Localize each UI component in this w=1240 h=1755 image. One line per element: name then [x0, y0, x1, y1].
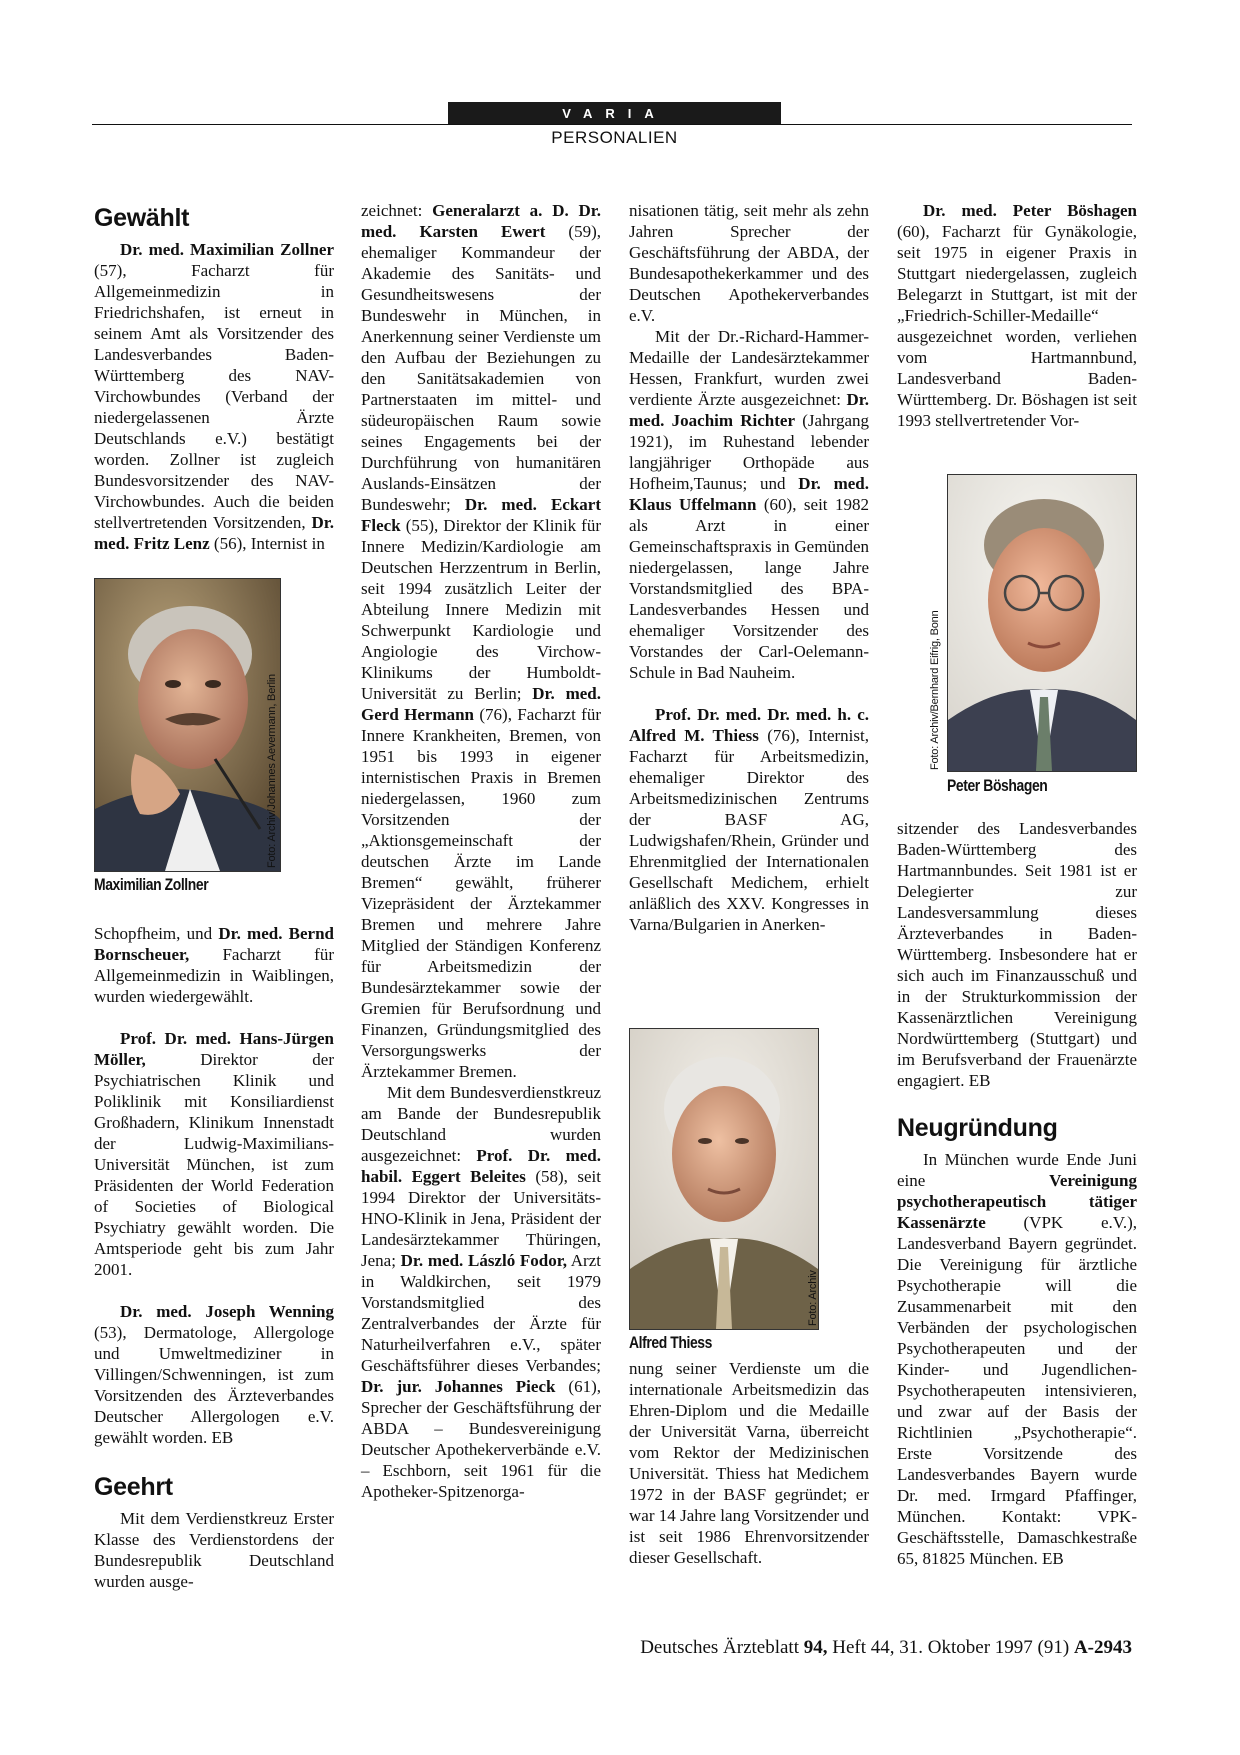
paragraph-text: (Jahrgang 1921), im Ruhestand lebender langjähriger Orthopäde aus Hofheim,Taunus; und	[629, 411, 869, 493]
person-name: Dr. med. Peter Böshagen	[923, 201, 1137, 220]
photo-boeshagen	[917, 474, 1137, 804]
paragraph-text: Arzt in Waldkirchen, seit 1979 Vorstandsmitglied des Zentralverbandes der Ärzte für Naturheilverfahren e.V., später Geschäftsführer dieses Verbandes;	[361, 1251, 601, 1375]
portrait-thiess-graphic	[630, 1029, 818, 1329]
paragraph-text: (61), Sprecher der Geschäftsführung der ABDA – Bundesvereinigung Deutscher Apothekerverbände e.V. – Eschborn, seit 1961 für die Apotheker-Spitzenorga-	[361, 1377, 601, 1501]
paragraph-text: (56), Internist in	[209, 534, 325, 553]
photo-caption: Alfred Thiess	[629, 1333, 712, 1352]
photo-credit: Foto: Archiv/Johannes Aevermann, Berlin	[266, 674, 278, 868]
heading-gewaehlt: Gewählt	[94, 204, 190, 232]
person-name: Prof. Dr. med. Hans-Jürgen Möller,	[94, 1029, 334, 1069]
photo-credit: Foto: Archiv/Bernhard Eifrig, Bonn	[929, 610, 941, 770]
organization-name: Vereinigung psychotherapeutisch tätiger Kassenärzte	[897, 1171, 1137, 1232]
person-name: Dr. med. Gerd Hermann	[361, 684, 601, 724]
paragraph-bundesverdienstkreuz	[361, 1082, 601, 1502]
header-rule	[92, 124, 1132, 125]
portrait-image	[947, 474, 1137, 772]
paragraph-text: (57), Facharzt für Allgemeinmedizin in Friedrichshafen, ist erneut in seinem Amt als Vorsitzender des Landesverbandes Baden-Württemberg des NAV-Virchowbundes (Verband der niedergelassenen Ärzte Deutschlands e.V.) bestätigt worden. Zollner ist zugleich Bundesvorsitzender des NAV-Virchowbundes. Auch die beiden stellvertretenden Vorsitzenden,	[94, 261, 334, 532]
heading-neugruendung: Neugründung	[897, 1114, 1058, 1142]
paragraph-text: Mit dem Bundesverdienstkreuz am Bande der Bundesrepublik Deutschland wurden ausgezeichnet:	[361, 1083, 601, 1165]
subsection-title: PERSONALIEN	[551, 128, 678, 147]
person-name: Dr. med. Eckart Fleck	[361, 495, 601, 535]
photo-caption: Maximilian Zollner	[94, 875, 209, 894]
paragraph-verdienstkreuz	[94, 1508, 334, 1592]
person-name: Prof. Dr. med. habil. Eggert Beleites	[361, 1146, 601, 1186]
paragraph-text: (60), seit 1982 als Arzt in einer Gemeinschaftspraxis in Gemünden niedergelassen, lange Jahre Vorstandsmitglied des BPA-Landesverbandes Hessen und ehemaliger Vorsitzender des Vorstandes der Carl-Oelemann-Schule in Bad Nauheim.	[629, 495, 869, 682]
section-banner	[448, 102, 781, 124]
portrait-zollner-graphic	[95, 579, 280, 871]
paragraph-thiess	[629, 704, 869, 935]
paragraph-text: (VPK e.V.), Landesverband Bayern gegründet. Die Vereinigung für ärztliche Psychotherapie will die Zusammenarbeit mit den Verbänden der psychologischen Psychotherapeuten und der Kinder- und Jugendlichen-Psychotherapeuten intensivieren, und zwar auf der Basis der Richtlinien „Psychotherapie“. Erste Vorsitzende des Landesverbandes Bayern wurde Dr. med. Irmgard Pfaffinger, München. Kontakt: VPK-Geschäftsstelle, Damaschkestraße 65, 81825 München. EB	[897, 1213, 1137, 1568]
photo-caption: Peter Böshagen	[947, 776, 1048, 795]
paragraph-vpk	[897, 1149, 1137, 1569]
photo-zollner	[94, 578, 294, 898]
paragraph-zollner	[94, 239, 334, 554]
paragraph-boeshagen-cont	[897, 818, 1137, 1091]
paragraph-boeshagen	[897, 200, 1137, 431]
portrait-image	[629, 1028, 819, 1330]
paragraph-bornscheuer	[94, 923, 334, 1007]
paragraph-text: (55), Direktor der Klinik für Innere Medizin/Kardiologie am Deutschen Herzzentrum in Berlin, seit 1994 zusätzlich Leiter der Abteilung Innere Medizin mit Schwerpunkt Kardiologie und Angiologie des Virchow-Klinikums der Humboldt-Universität zu Berlin;	[361, 516, 601, 703]
paragraph-wenning	[94, 1301, 334, 1448]
person-name: Dr. med. Fritz Lenz	[94, 513, 334, 553]
paragraph-text: (58), seit 1994 Direktor der Universitäts-HNO-Klinik in Jena, Präsident der Landesärztekammer Thüringen, Jena;	[361, 1167, 601, 1270]
paragraph-text: In München wurde Ende Juni eine	[897, 1150, 1137, 1190]
person-name: Dr. med. László Fodor,	[400, 1251, 567, 1270]
column-4	[897, 200, 1137, 431]
journal-name: Deutsches Ärzteblatt	[640, 1637, 804, 1658]
person-name: Dr. med. Klaus Uffelmann	[629, 474, 869, 514]
paragraph-text: Facharzt für Allgemeinmedizin in Waiblingen, wurden wiedergewählt.	[94, 945, 334, 1006]
column-3-continued	[629, 1358, 869, 1568]
paragraph-text: sitzender des Landesverbandes Baden-Württemberg des Hartmannbundes. Seit 1981 ist er Delegierter zur Landesversammlung dieses Ärzteverbandes in Baden-Württemberg. Insbesondere hat er sich auch im Finanzausschuß und in der Strukturkommission der Kassenärztlichen Vereinigung Nordwürttemberg (Stuttgart) und im Berufsverband der Frauenärzte engagiert. EB	[897, 819, 1137, 1090]
person-name: Dr. jur. Johannes Pieck	[361, 1377, 556, 1396]
paragraph-text: (76), Internist, Facharzt für Arbeitsmedizin, ehemaliger Direktor des Arbeitsmedizinischen Zentrums der BASF AG, Ludwigshafen/Rhein, Gründer und Ehrenmitglied der Internationalen Gesellschaft Medichem, erhielt anläßlich des XXV. Kongresses in Varna/Bulgarien in Anerken-	[629, 726, 869, 934]
issue-info: Heft 44, 31. Oktober 1997 (91)	[827, 1637, 1074, 1658]
column-1-continued	[94, 923, 334, 1592]
person-name: Dr. med. Joachim Richter	[629, 390, 869, 430]
person-name: Dr. med. Maximilian Zollner	[120, 240, 334, 259]
page-footer	[640, 1637, 1132, 1659]
photo-credit: Foto: Archiv	[807, 1270, 819, 1326]
paragraph-thiess-cont	[629, 1358, 869, 1568]
portrait-image	[94, 578, 281, 872]
paragraph-pieck-cont	[629, 200, 869, 326]
paragraph-text: Mit der Dr.-Richard-Hammer-Medaille der Landesärztekammer Hessen, Frankfurt, wurden zwei verdiente Ärzte ausgezeichnet:	[629, 327, 869, 409]
paragraph-text: Direktor der Psychiatrischen Klinik und Poliklinik mit Konsiliardienst Großhadern, Klinikum Innenstadt der Ludwig-Maximilians-Universität München, ist zum Präsidenten der World Federation of Societies of Biological Psychiatry gewählt worden. Die Amtsperiode geht bis zum Jahr 2001.	[94, 1050, 334, 1279]
paragraph-hammer-medaille	[629, 326, 869, 683]
paragraph-text: nisationen tätig, seit mehr als zehn Jahren Sprecher der Geschäftsführung der ABDA, der Bundesapothekerkammer und des Deutschen Apothekerverbandes e.V.	[629, 201, 869, 325]
photo-thiess	[629, 1028, 849, 1358]
person-name: Generalarzt a. D. Dr. med. Karsten Ewert	[361, 201, 601, 241]
paragraph-moeller	[94, 1028, 334, 1280]
person-name: Dr. med. Joseph Wenning	[120, 1302, 334, 1321]
paragraph-text: Schopfheim, und	[94, 924, 219, 943]
paragraph-text: (59), ehemaliger Kommandeur der Akademie des Sanitäts- und Gesundheitswesens der Bundeswehr in München, in Anerkennung seiner Verdienste um den Aufbau der Beziehungen zu den Sanitätsakademien von Partnerstaaten im mittel- und südeuropäischen Raum sowie seines Engagements bei der Durchführung von humanitären Auslands-Einsätzen der Bundeswehr;	[361, 222, 601, 514]
column-3	[629, 200, 869, 935]
column-2	[361, 200, 601, 1502]
portrait-boeshagen-graphic	[948, 475, 1136, 771]
page-number: A-2943	[1073, 1637, 1132, 1658]
column-1	[94, 203, 334, 554]
paragraph-text: Mit dem Verdienstkreuz Erster Klasse des Verdienstordens der Bundesrepublik Deutschland wurden ausge-	[94, 1509, 334, 1591]
paragraph-text: nung seiner Verdienste um die internationale Arbeitsmedizin das Ehren-Diplom und die Medaille der Universität Varna, überreicht vom Rektor der Medizinischen Universität. Thiess hat Medichem 1972 in der BASF gegründet; er war 14 Jahre lang Vorsitzender und ist seit 1986 Ehrenvorsitzender dieser Gesellschaft.	[629, 1359, 869, 1567]
column-4-continued	[897, 818, 1137, 1569]
heading-geehrt: Geehrt	[94, 1473, 173, 1501]
paragraph-ewert-fleck-hermann	[361, 200, 601, 1082]
paragraph-text: (76), Facharzt für Innere Krankheiten, Bremen, von 1951 bis 1993 in eigener internistischen Praxis in Bremen niedergelassen, 1960 zum Vorsitzenden der „Aktionsgemeinschaft der deutschen Ärzte im Lande Bremen“ gewählt, früherer Vizepräsident der Ärztekammer Bremen und mehrere Jahre Mitglied der Ständigen Konferenz für Arbeitsmedizin der Bundesärztekammer sowie der Gremien für Berufsordnung und Finanzen, Gründungsmitglied des Versorgungswerks der Ärztekammer Bremen.	[361, 705, 601, 1081]
paragraph-text: zeichnet:	[361, 201, 433, 220]
section-title: VARIA	[562, 105, 667, 121]
person-name: Dr. med. Bernd Bornscheuer,	[94, 924, 335, 964]
volume-number: 94,	[803, 1637, 828, 1658]
paragraph-text: (53), Dermatologe, Allergologe und Umweltmediziner in Villingen/Schwenningen, ist zum Vorsitzenden des Ärzteverbandes Deutscher Allergologen e.V. gewählt worden. EB	[94, 1323, 334, 1447]
person-name: Prof. Dr. med. Dr. med. h. c. Alfred M. Thiess	[629, 705, 869, 745]
paragraph-text: (60), Facharzt für Gynäkologie, seit 1975 in eigener Praxis in Stuttgart niedergelassen, zugleich Belegarzt in Stuttgart, ist mit der „Friedrich-Schiller-Medaille“ ausgezeichnet worden, verliehen vom Hartmannbund, Landesverband Baden-Württemberg. Dr. Böshagen ist seit 1993 stellvertretender Vor-	[897, 222, 1137, 430]
